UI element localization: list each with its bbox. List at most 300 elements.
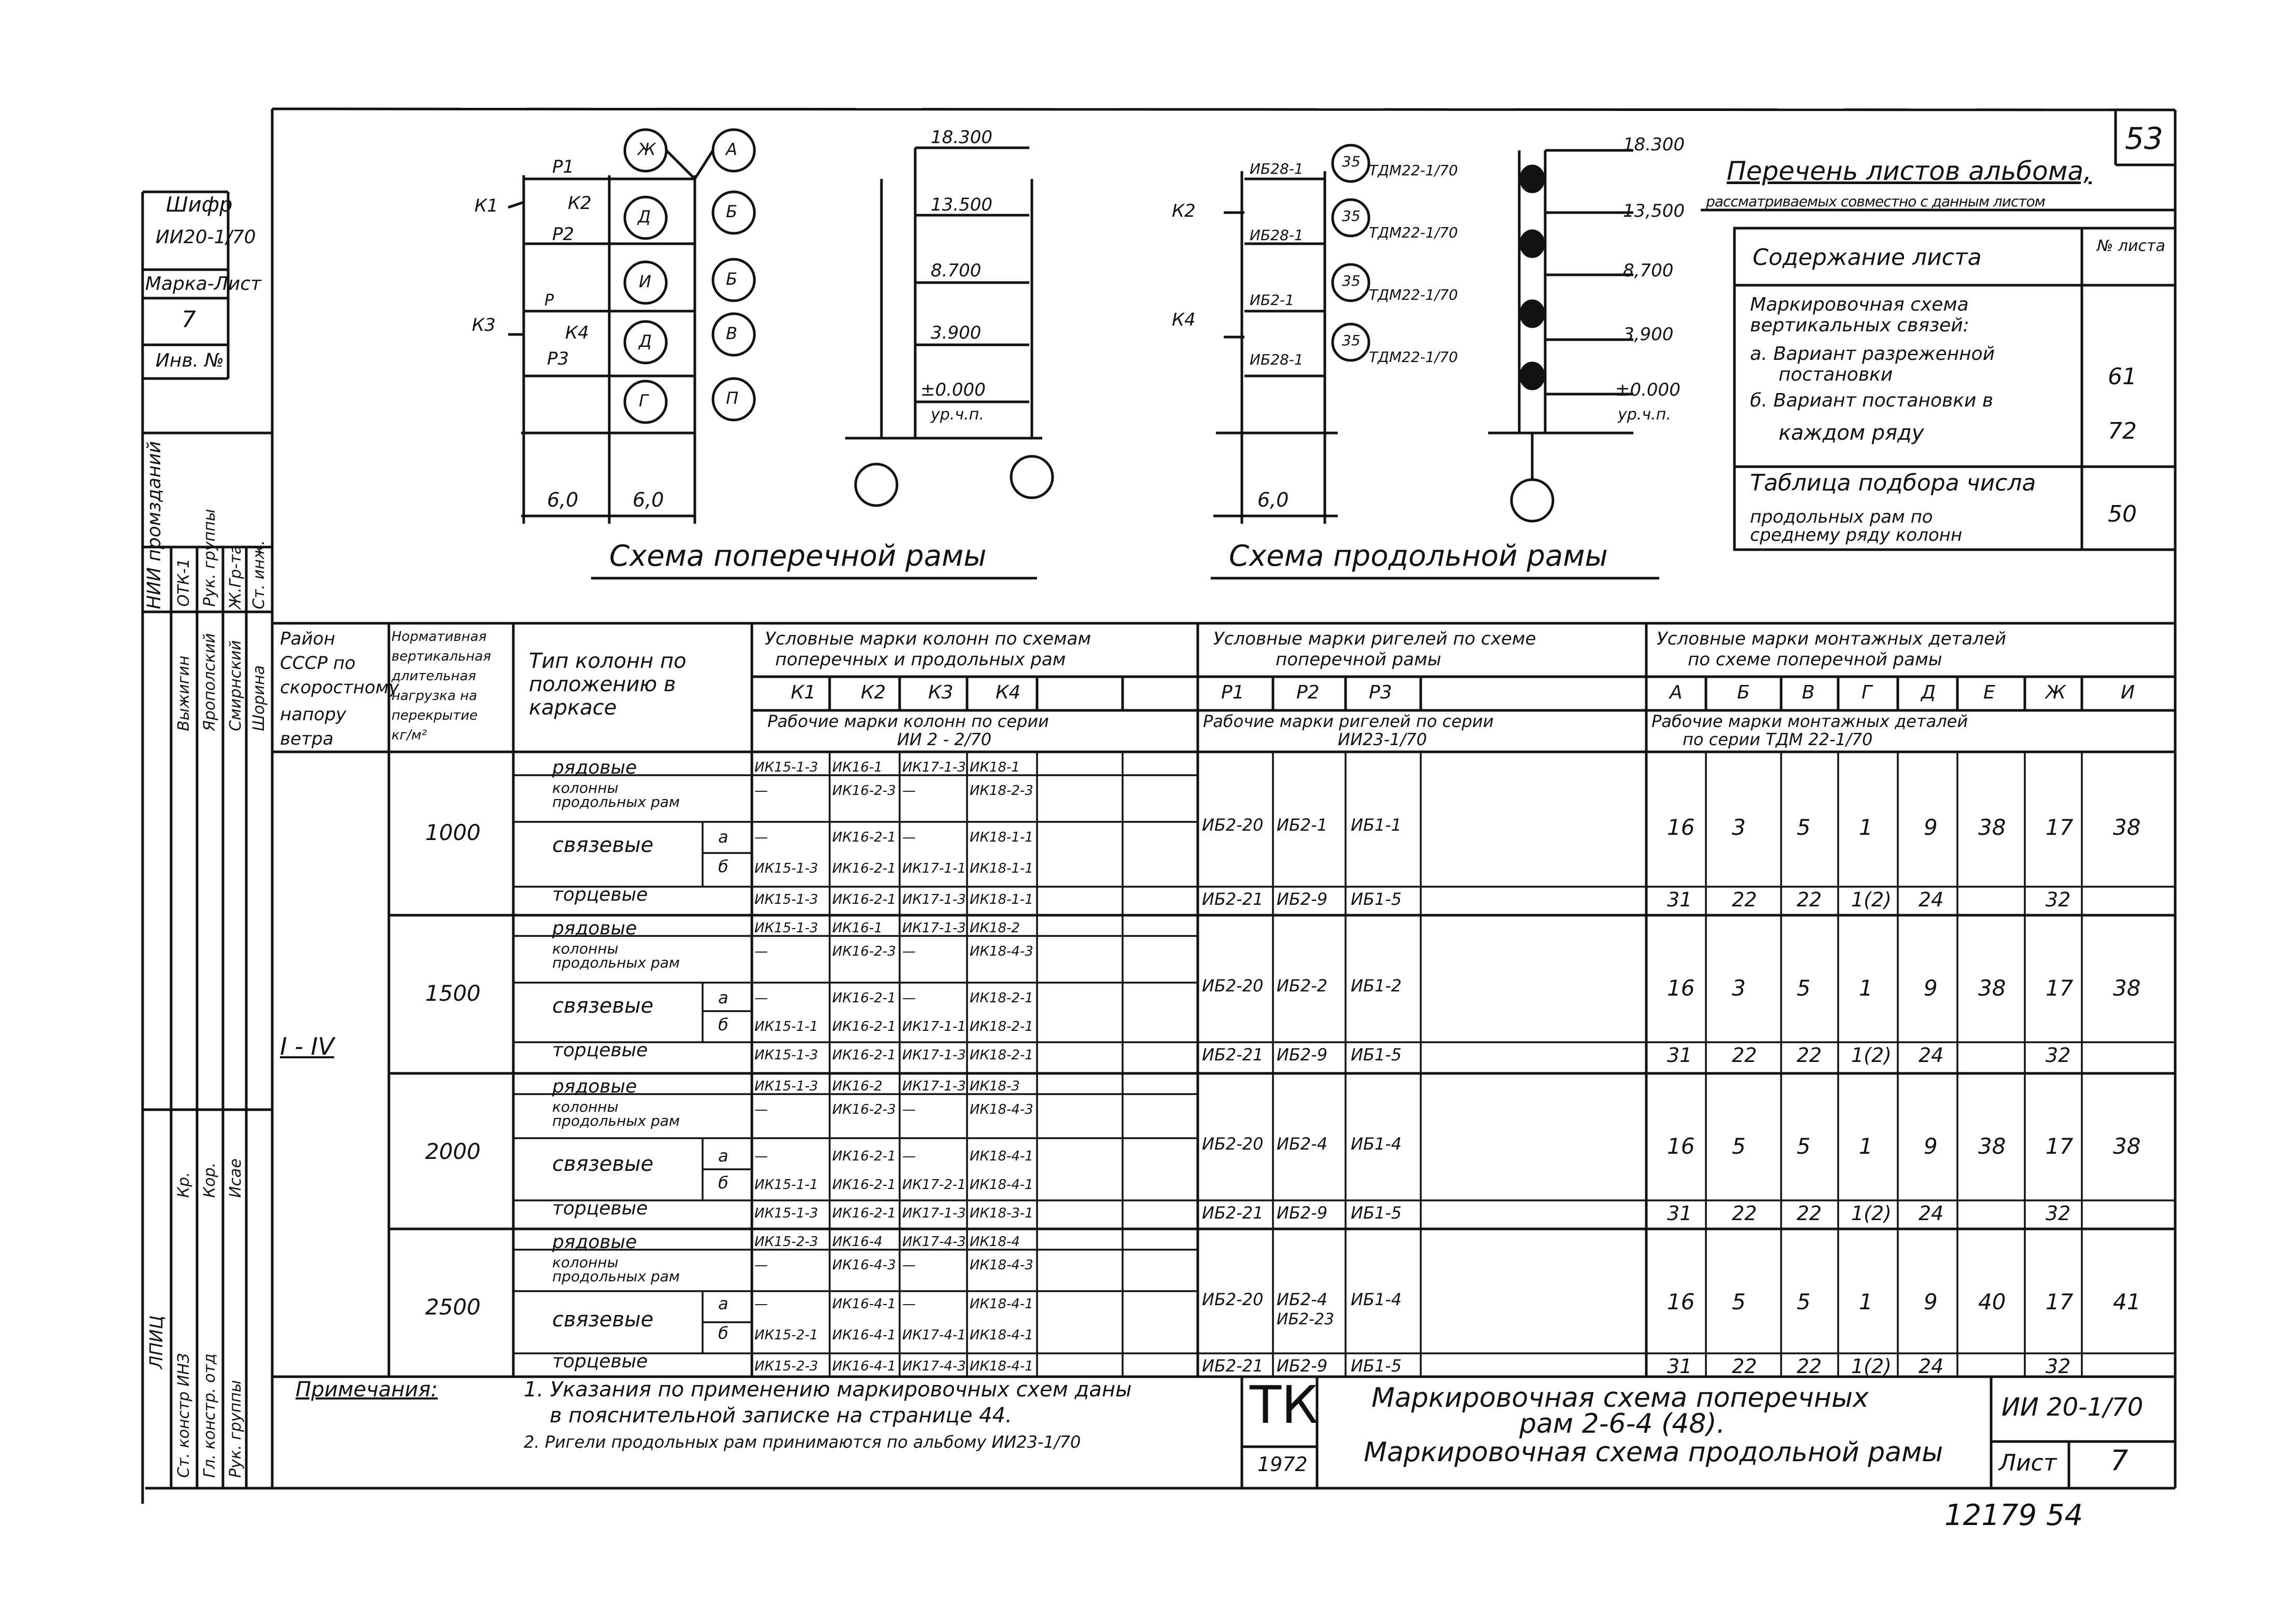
beam-mark-cell: ИБ2-4 (1277, 1134, 1328, 1154)
column-mark-cell: ИК18-4-1 (970, 1177, 1033, 1193)
detail-mark-cell: 22 (1797, 1355, 1822, 1378)
lower-org: ЛПИЦ (146, 1316, 167, 1369)
detail-mark-cell: 3 (1732, 815, 1746, 840)
detail-mark-cell: 16 (1667, 1289, 1695, 1314)
sub-a: а (718, 988, 729, 1008)
header-beammarks-line: Условные марки ригелей по схеме (1213, 628, 1536, 649)
beam-mark-cell: ИБ2-20 (1202, 1290, 1264, 1309)
elev1-3900: 3.900 (931, 323, 982, 343)
column-mark-cell: — (902, 1149, 916, 1164)
header-colcode: К3 (928, 682, 954, 703)
header-beamcode: Р2 (1296, 682, 1320, 703)
trans-label-p1: Р1 (552, 157, 575, 177)
detail-mark-cell: 1 (1859, 1134, 1873, 1159)
column-mark-cell: ИК16-2-1 (832, 1206, 896, 1221)
column-mark-cell: ИК18-4-1 (970, 1149, 1033, 1164)
trans-span-2: 6,0 (633, 488, 664, 511)
circle-mid-5: Г (639, 391, 648, 411)
beam-mark-cell: ИБ2-23 (1277, 1310, 1335, 1328)
detail-mark-cell: 38 (1978, 1134, 2006, 1159)
column-mark-cell: ИК18-4-3 (970, 944, 1033, 959)
lower-role-1: Ст. констр ИНЗ (175, 1353, 193, 1478)
column-mark-cell: ИК18-4-1 (970, 1359, 1033, 1374)
detail-mark-cell: 32 (2046, 1202, 2071, 1225)
column-mark-cell: ИК15-2-1 (754, 1327, 818, 1343)
trans-label-k4: К4 (565, 323, 589, 343)
column-mark-cell: ИК16-4-3 (832, 1257, 896, 1273)
transverse-scheme-title: Схема поперечной рамы (609, 539, 987, 573)
column-mark-cell: ИК16-4-1 (832, 1327, 896, 1343)
column-mark-cell: ИК15-1-3 (754, 1206, 818, 1221)
detail-mark-cell: 3 (1732, 975, 1746, 1001)
circle-right-2: Б (726, 202, 737, 221)
column-mark-cell: ИК18-2 (970, 920, 1020, 936)
column-mark-cell: ИК16-1 (832, 760, 883, 775)
detail-mark-cell: 38 (2113, 815, 2141, 840)
header-beamcode: Р3 (1369, 682, 1392, 703)
circle-right-1: А (726, 139, 737, 159)
type-label: торцевые (552, 1040, 648, 1061)
elev1-0: ±0.000 (920, 380, 986, 400)
long-span: 6,0 (1257, 488, 1289, 511)
header-region-line: ветра (280, 729, 334, 749)
detail-mark-cell: 41 (2113, 1289, 2141, 1314)
detail-mark-cell: 38 (2113, 1134, 2141, 1159)
beam-mark-cell: ИБ2-2 (1277, 976, 1328, 996)
column-mark-cell: ИК16-2-1 (832, 892, 896, 907)
column-mark-cell: ИК18-2-3 (970, 783, 1033, 799)
upper-role-4: Ст. инж. (250, 540, 268, 609)
type-label: колонны продольных рам (552, 1098, 680, 1129)
beam-mark-cell: ИБ2-21 (1202, 889, 1264, 909)
elev2-18300: 18.300 (1623, 134, 1685, 155)
column-mark-cell: ИК16-4-1 (832, 1296, 896, 1312)
type-label: рядовые (552, 757, 637, 778)
long-circle-3: 35 (1342, 272, 1361, 289)
inv-label: Инв. № (156, 350, 225, 371)
long-detail-1: ТДМ22-1/70 (1369, 162, 1458, 179)
trans-label-k1: К1 (474, 195, 498, 216)
column-mark-cell: ИК18-4-1 (970, 1296, 1033, 1312)
column-mark-cell: ИК18-1 (970, 760, 1020, 775)
detail-mark-cell: 31 (1667, 1355, 1692, 1378)
album-row2-line2: продольных рам по (1750, 507, 1933, 527)
circle-right-3: Б (726, 269, 737, 289)
long-beam-2: ИБ28-1 (1250, 227, 1304, 244)
column-mark-cell: — (754, 783, 768, 799)
detail-mark-cell: 5 (1797, 1134, 1811, 1159)
header-type-line: каркасе (529, 696, 617, 720)
column-mark-cell: — (902, 1296, 916, 1312)
long-beam-1: ИБ28-1 (1250, 160, 1304, 177)
type-label: рядовые (552, 918, 637, 939)
detail-mark-cell: 22 (1797, 1202, 1822, 1225)
circle-mid-3: И (639, 272, 651, 291)
column-mark-cell: — (902, 830, 916, 845)
header-detcode: Г (1861, 682, 1872, 703)
column-mark-cell: ИК17-1-1 (902, 1019, 966, 1034)
upper-role-1: ОТК-1 (175, 558, 193, 607)
detail-mark-cell: 32 (2046, 1044, 2071, 1067)
beam-mark-cell: ИБ1-1 (1351, 815, 1402, 835)
column-mark-cell: — (754, 1257, 768, 1273)
circle-mid-2: Д (638, 207, 651, 227)
column-mark-cell: ИК17-1-3 (902, 920, 966, 936)
header-load-line: кг/м² (391, 727, 427, 743)
title-line-2: рам 2-6-4 (48). (1519, 1408, 1726, 1439)
column-mark-cell: ИК17-4-1 (902, 1327, 966, 1343)
column-mark-cell: ИК17-1-1 (902, 861, 966, 876)
column-mark-cell: ИК18-3-1 (970, 1206, 1033, 1221)
detail-mark-cell: 5 (1797, 815, 1811, 840)
column-mark-cell: — (754, 944, 768, 959)
circle-right-4: В (726, 324, 737, 343)
title-line-3: Маркировочная схема продольной рамы (1364, 1437, 1943, 1468)
header-colcode: К1 (791, 682, 816, 703)
type-label: колонны продольных рам (552, 1254, 680, 1285)
elev1-ground: ур.ч.п. (931, 405, 984, 424)
header-region-line: СССР по (280, 653, 356, 674)
detail-mark-cell: 32 (2046, 888, 2071, 911)
column-mark-cell: — (902, 990, 916, 1006)
column-mark-cell: ИК16-2-1 (832, 1047, 896, 1063)
header-beamwork-line: Рабочие марки ригелей по серии (1203, 711, 1494, 731)
detail-mark-cell: 31 (1667, 1044, 1692, 1067)
notes-heading: Примечания: (296, 1378, 438, 1402)
upper-name-1: Выжигин (175, 655, 193, 731)
column-mark-cell: ИК18-4 (970, 1234, 1020, 1250)
elev2-8700: 8,700 (1623, 260, 1674, 281)
column-mark-cell: ИК16-1 (832, 920, 883, 936)
column-mark-cell: ИК18-2-1 (970, 1047, 1033, 1063)
load-value: 2500 (425, 1294, 481, 1320)
sheet-number-top: 53 (2125, 121, 2163, 156)
detail-mark-cell: 17 (2046, 975, 2074, 1001)
column-mark-cell: — (902, 783, 916, 799)
sub-b: б (718, 1323, 729, 1343)
type-label: торцевые (552, 884, 648, 905)
column-mark-cell: ИК16-2 (832, 1079, 883, 1094)
title-code: ИИ 20-1/70 (2001, 1393, 2144, 1422)
column-mark-cell: ИК16-2-3 (832, 1102, 896, 1117)
type-label: связевые (552, 833, 654, 857)
load-value: 1500 (425, 981, 481, 1006)
detail-mark-cell: 31 (1667, 1202, 1692, 1225)
album-row1-line1: Маркировочная схема (1750, 294, 1969, 315)
detail-mark-cell: 1 (1859, 975, 1873, 1001)
detail-mark-cell: 40 (1978, 1289, 2006, 1314)
marka-list-value: 7 (181, 306, 196, 333)
header-colwork-line: ИИ 2 - 2/70 (897, 730, 992, 749)
beam-mark-cell: ИБ2-9 (1277, 1045, 1328, 1065)
beam-mark-cell: ИБ2-9 (1277, 1203, 1328, 1223)
beam-mark-cell: ИБ1-4 (1351, 1134, 1402, 1154)
type-label: торцевые (552, 1198, 648, 1219)
column-mark-cell: ИК15-2-3 (754, 1234, 818, 1250)
type-label: связевые (552, 1308, 654, 1332)
elev2-ground: ур.ч.п. (1618, 405, 1671, 424)
longitudinal-scheme-title: Схема продольной рамы (1229, 539, 1608, 573)
column-mark-cell: — (754, 1149, 768, 1164)
lower-role-2: Гл. констр. отд (201, 1353, 219, 1478)
beam-mark-cell: ИБ2-21 (1202, 1203, 1264, 1223)
detail-mark-cell: 16 (1667, 1134, 1695, 1159)
detail-mark-cell: 9 (1924, 975, 1938, 1001)
circle-mid-1: Ж (638, 139, 656, 159)
album-list-title: Перечень листов альбома, (1727, 156, 2092, 186)
column-mark-cell: — (902, 1102, 916, 1117)
long-detail-3: ТДМ22-1/70 (1369, 286, 1458, 303)
shifr-value: ИИ20-1/70 (156, 227, 256, 248)
tk-year: 1972 (1257, 1453, 1308, 1476)
title-sheet-value: 7 (2110, 1444, 2129, 1477)
long-beam-4: ИБ28-1 (1250, 351, 1304, 368)
detail-mark-cell: 16 (1667, 815, 1695, 840)
column-mark-cell: ИК17-4-3 (902, 1359, 966, 1374)
column-mark-cell: ИК17-1-3 (902, 760, 966, 775)
type-label: рядовые (552, 1076, 637, 1097)
column-mark-cell: ИК15-1-1 (754, 1019, 818, 1034)
album-row1-line2: вертикальных связей: (1750, 315, 1969, 336)
column-mark-cell: ИК15-1-3 (754, 920, 818, 936)
detail-mark-cell: 31 (1667, 888, 1692, 911)
column-mark-cell: — (902, 944, 916, 959)
elev2-13500: 13,500 (1623, 201, 1685, 221)
column-mark-cell: ИК15-1-3 (754, 892, 818, 907)
elev2-0: ±0.000 (1615, 380, 1681, 400)
detail-mark-cell: 38 (1978, 815, 2006, 840)
type-label: связевые (552, 994, 654, 1018)
column-mark-cell: ИК18-4-3 (970, 1257, 1033, 1273)
column-mark-cell: ИК18-3 (970, 1079, 1020, 1094)
detail-mark-cell: 22 (1732, 888, 1757, 911)
beam-mark-cell: ИБ2-4 (1277, 1290, 1328, 1309)
trans-label-p3: Р3 (547, 348, 569, 369)
detail-mark-cell: 1 (1859, 815, 1873, 840)
column-mark-cell: ИК18-4-1 (970, 1327, 1033, 1343)
circle-right-5: П (726, 388, 739, 408)
column-mark-cell: ИК16-2-1 (832, 1019, 896, 1034)
long-detail-2: ТДМ22-1/70 (1369, 224, 1458, 241)
header-detmarks-line: Условные марки монтажных деталей (1657, 628, 2007, 649)
beam-mark-cell: ИБ2-21 (1202, 1045, 1264, 1065)
elev1-13500: 13.500 (931, 194, 992, 215)
trans-label-k3: К3 (472, 315, 496, 335)
beam-mark-cell: ИБ2-9 (1277, 889, 1328, 909)
detail-mark-cell: 17 (2046, 815, 2074, 840)
album-header-num: № листа (2097, 237, 2165, 255)
column-mark-cell: — (754, 830, 768, 845)
header-detwork-line: Рабочие марки монтажных деталей (1651, 711, 1968, 731)
header-detcode: А (1670, 682, 1683, 703)
detail-mark-cell: 24 (1919, 1044, 1944, 1067)
column-mark-cell: ИК15-1-3 (754, 1079, 818, 1094)
type-label: рядовые (552, 1232, 637, 1253)
long-label-k4: К4 (1172, 310, 1196, 330)
header-region-line: Район (280, 628, 335, 649)
elev2-3900: 3,900 (1623, 324, 1674, 345)
header-detcode: Ж (2046, 682, 2066, 703)
header-beamwork-line: ИИ23-1/70 (1338, 730, 1427, 749)
column-mark-cell: ИК17-1-3 (902, 1206, 966, 1221)
album-row1-line3: а. Вариант разреженной (1750, 343, 1995, 365)
type-label: связевые (552, 1152, 654, 1176)
detail-mark-cell: 22 (1797, 888, 1822, 911)
beam-mark-cell: ИБ2-21 (1202, 1356, 1264, 1376)
header-region-line: скоростному (280, 677, 399, 698)
album-row1-num-2: 72 (2108, 418, 2137, 444)
lower-role-3: Рук. группы (227, 1380, 245, 1478)
detail-mark-cell: 38 (1978, 975, 2006, 1001)
beam-mark-cell: ИБ2-9 (1277, 1356, 1328, 1376)
trans-label-p: Р (544, 291, 554, 310)
sub-a: а (718, 1294, 729, 1313)
header-load-line: вертикальная (391, 649, 492, 664)
header-colcode: К4 (996, 682, 1021, 703)
column-mark-cell: ИК17-4-3 (902, 1234, 966, 1250)
header-detcode: Д (1921, 682, 1936, 703)
column-mark-cell: ИК17-1-3 (902, 1047, 966, 1063)
upper-name-3: Смирнский (227, 640, 245, 731)
detail-mark-cell: 17 (2046, 1134, 2074, 1159)
column-mark-cell: — (902, 1257, 916, 1273)
sub-a: а (718, 1146, 729, 1166)
header-detcode: Б (1737, 682, 1750, 703)
detail-mark-cell: 22 (1732, 1202, 1757, 1225)
album-row2-line1: Таблица подбора числа (1750, 470, 2036, 496)
detail-mark-cell: 1 (1859, 1289, 1873, 1314)
detail-mark-cell: 5 (1797, 975, 1811, 1001)
tk-mark: ТК (1250, 1375, 1319, 1435)
type-label: торцевые (552, 1351, 648, 1372)
column-mark-cell: ИК16-2-3 (832, 783, 896, 799)
sub-b: б (718, 857, 729, 876)
header-load-line: длительная (391, 668, 477, 684)
detail-mark-cell: 9 (1924, 815, 1938, 840)
column-mark-cell: ИК16-2-3 (832, 944, 896, 959)
circle-mid-4: Д (639, 331, 652, 351)
column-mark-cell: ИК16-4 (832, 1234, 883, 1250)
column-mark-cell: ИК16-4-1 (832, 1359, 896, 1374)
detail-mark-cell: 9 (1924, 1289, 1938, 1314)
header-colcode: К2 (861, 682, 886, 703)
detail-mark-cell: 22 (1797, 1044, 1822, 1067)
detail-mark-cell: 1(2) (1851, 1044, 1892, 1067)
left-org-upper (145, 205, 170, 609)
header-beamcode: Р1 (1221, 682, 1244, 703)
detail-mark-cell: 24 (1919, 1202, 1944, 1225)
album-list-subtitle: рассматриваемых совместно с данным листом (1706, 193, 2045, 210)
beam-mark-cell: ИБ1-2 (1351, 976, 1402, 996)
detail-mark-cell: 9 (1924, 1134, 1938, 1159)
detail-mark-cell: 16 (1667, 975, 1695, 1001)
elev1-8700: 8.700 (931, 260, 982, 281)
sub-b: б (718, 1173, 729, 1193)
column-mark-cell: ИК18-1-1 (970, 861, 1033, 876)
type-label: колонны продольных рам (552, 940, 680, 971)
header-detcode: В (1802, 682, 1815, 703)
trans-span-1: 6,0 (547, 488, 579, 511)
detail-mark-cell: 1(2) (1851, 888, 1892, 911)
column-mark-cell: ИК16-2-1 (832, 990, 896, 1006)
long-label-k2: К2 (1172, 201, 1196, 221)
long-circle-1: 35 (1342, 153, 1361, 170)
column-mark-cell: ИК15-1-1 (754, 1177, 818, 1193)
album-row1-num-1: 61 (2108, 363, 2137, 390)
header-colmarks-line: Условные марки колонн по схемам (765, 628, 1091, 649)
header-detcode: Е (1983, 682, 1995, 703)
beam-mark-cell: ИБ2-20 (1202, 815, 1264, 835)
beam-mark-cell: ИБ1-5 (1351, 1203, 1402, 1223)
album-row1-line5: б. Вариант постановки в (1750, 390, 1994, 411)
detail-mark-cell: 5 (1797, 1289, 1811, 1314)
beam-mark-cell: ИБ1-4 (1351, 1290, 1402, 1309)
detail-mark-cell: 32 (2046, 1355, 2071, 1378)
header-colmarks-line: поперечных и продольных рам (775, 649, 1066, 670)
detail-mark-cell: 1(2) (1851, 1202, 1892, 1225)
detail-mark-cell: 22 (1732, 1355, 1757, 1378)
header-detcode: И (2121, 682, 2135, 703)
lower-name-2: Кор. (201, 1162, 219, 1198)
album-row1-line4: постановки (1779, 364, 1893, 385)
region-value: I - IV (280, 1032, 334, 1060)
long-circle-2: 35 (1342, 207, 1361, 225)
notes-line-3: 2. Ригели продольных рам принимаются по альбому ИИ23-1/70 (524, 1432, 1081, 1452)
beam-mark-cell: ИБ2-1 (1277, 815, 1328, 835)
column-mark-cell: ИК18-2-1 (970, 990, 1033, 1006)
column-mark-cell: ИК17-2-1 (902, 1177, 966, 1193)
album-row1-line6: каждом ряду (1779, 421, 1924, 445)
column-mark-cell: ИК15-1-3 (754, 760, 818, 775)
column-mark-cell: — (754, 1296, 768, 1312)
trans-label-p2: Р2 (552, 224, 575, 245)
lower-name-3: Исае (227, 1158, 245, 1198)
column-mark-cell: ИК16-2-1 (832, 830, 896, 845)
title-sheet-label: Лист (1999, 1450, 2057, 1476)
header-load-line: Нормативная (391, 629, 487, 645)
upper-name-4: Шорина (250, 665, 268, 731)
beam-mark-cell: ИБ1-5 (1351, 1356, 1402, 1376)
beam-mark-cell: ИБ2-20 (1202, 976, 1264, 996)
column-mark-cell: ИК16-2-1 (832, 861, 896, 876)
column-mark-cell: ИК16-2-1 (832, 1177, 896, 1193)
detail-mark-cell: 1(2) (1851, 1355, 1892, 1378)
elev1-18300: 18.300 (931, 127, 992, 148)
album-row2-line3: среднему ряду колонн (1750, 525, 1963, 545)
upper-org: НИИ промзданий (144, 441, 165, 609)
header-load-line: перекрытие (391, 708, 478, 723)
long-beam-3: ИБ2-1 (1250, 291, 1294, 309)
load-value: 1000 (425, 820, 481, 845)
long-circle-4: 35 (1342, 332, 1361, 349)
detail-mark-cell: 24 (1919, 888, 1944, 911)
header-detwork-line: по серии ТДМ 22-1/70 (1683, 730, 1873, 749)
column-mark-cell: ИК15-1-3 (754, 861, 818, 876)
detail-mark-cell: 5 (1732, 1289, 1746, 1314)
detail-mark-cell: 38 (2113, 975, 2141, 1001)
notes-line-1: 1. Указания по применению маркировочных схем даны (524, 1378, 1132, 1402)
beam-mark-cell: ИБ1-5 (1351, 1045, 1402, 1065)
column-mark-cell: ИК15-1-3 (754, 1047, 818, 1063)
shifr-label: Шифр (166, 193, 233, 217)
header-detmarks-line: по схеме поперечной рамы (1688, 649, 1942, 670)
column-mark-cell: — (754, 990, 768, 1006)
header-beammarks-line: поперечной рамы (1276, 649, 1441, 670)
lower-name-1: Кр. (175, 1172, 193, 1198)
type-label: колонны продольных рам (552, 779, 680, 810)
sub-a: а (718, 827, 729, 847)
column-mark-cell: ИК16-2-1 (832, 1149, 896, 1164)
